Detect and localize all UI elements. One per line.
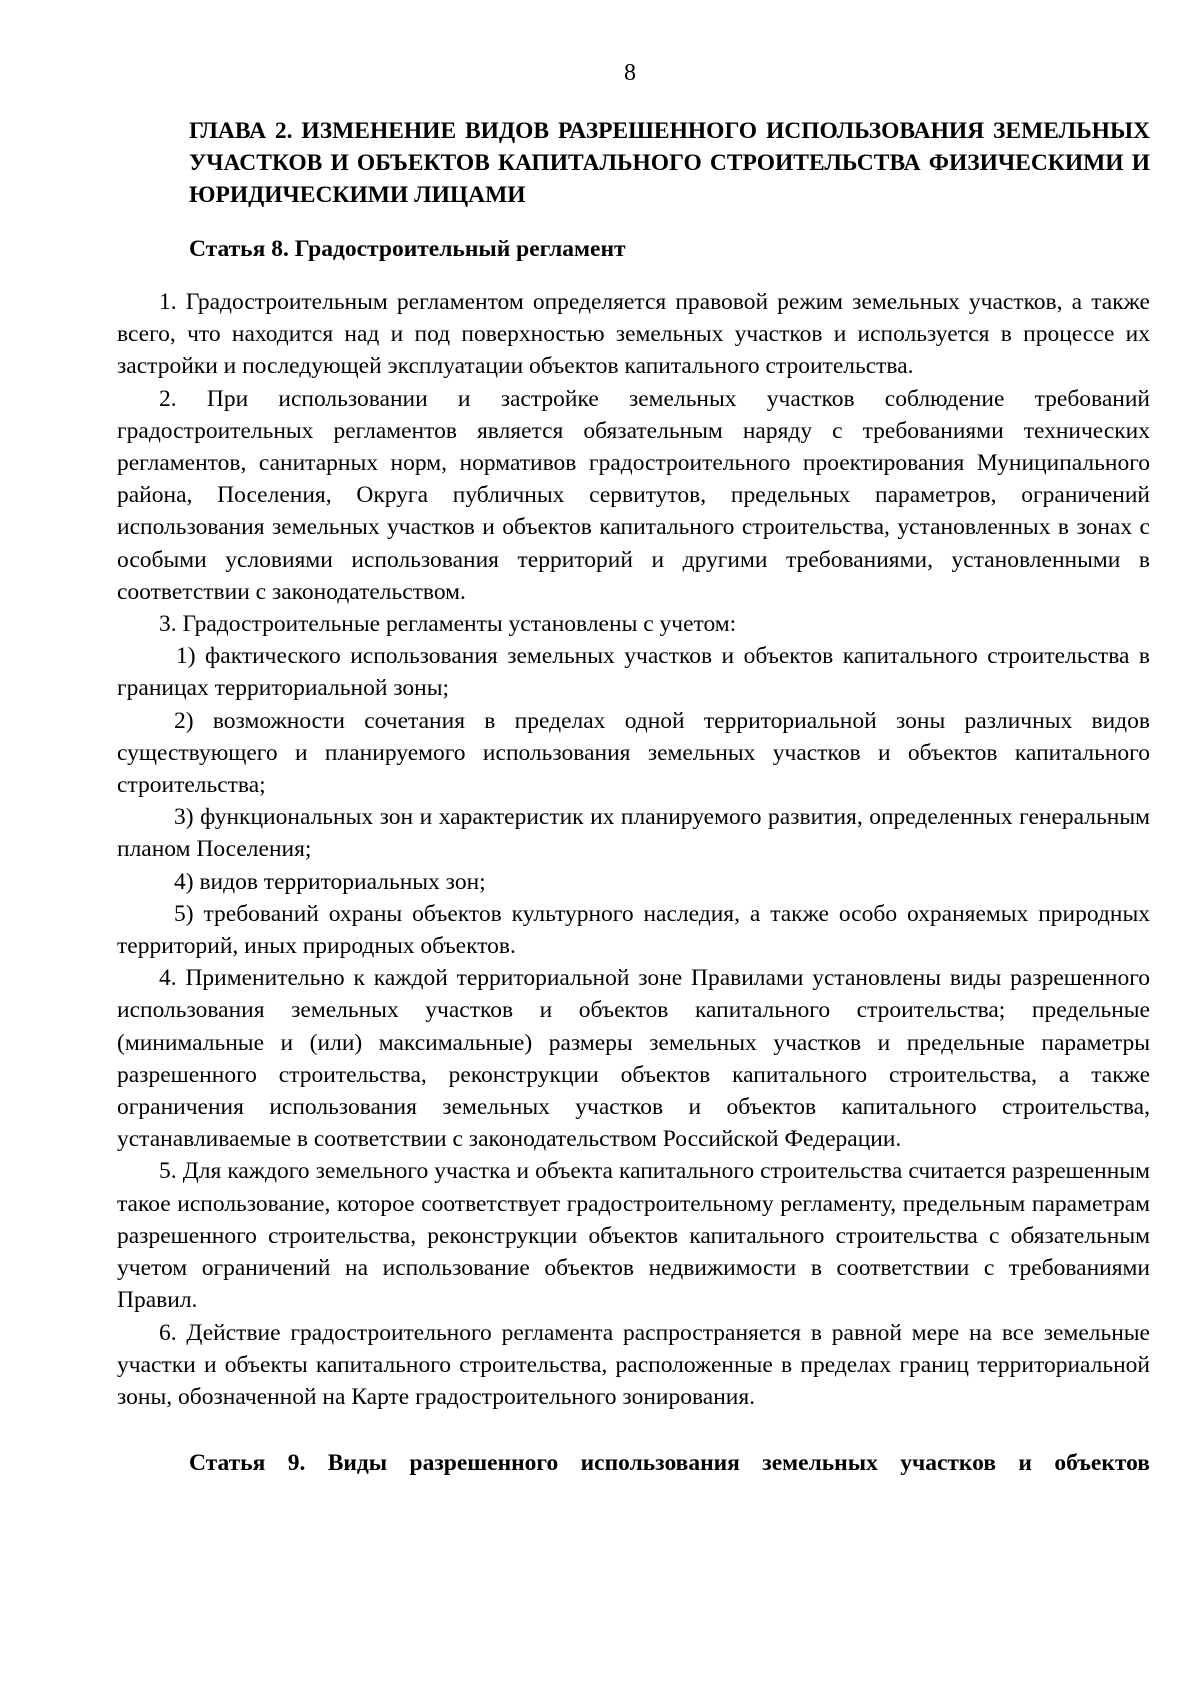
article-8-subitem-5: 5) требований охраны объектов культурного наследия, а также особо охраняемых природных территорий, иных природных объектов. [117,900,1150,960]
article-8-item-1: 1. Градостроительным регламентом определяется правовой режим земельных участков, а также всего, что находится над и под поверхностью земельных участков и используется в процессе их застройки и последующей эксплуатации объектов капитального строительства. [117,289,1150,380]
article-9-title: Статья 9. Виды разрешенного использования земельных участков и объектов [189,1450,1150,1477]
article-8-subitem-3: 3) функциональных зон и характеристик их планируемого развития, определенных генеральным планом Поселения; [117,804,1150,863]
article-8-item-2: 2. При использовании и застройке земельных участков соблюдение требований градостроительных регламентов является обязательным наряду с требованиями технических регламентов, санитарных норм, нормативов градостроительного проектирования Муниципального района, Поселения, Округа публичных сервитутов, предельных параметров, ограничений использования земельных участков и объектов капитального строительства, установленных в зонах с особыми условиями использования территорий и другими требованиями, установленными в соответствии с законодательством. [117,385,1150,605]
article-8-item-4: 4. Применительно к каждой территориальной зоне Правилами установлены виды разрешенного использования земельных участков и объектов капитального строительства; предельные (минимальные и (или) максимальные) размеры земельных участков и предельные параметры разрешенного строительства, реконструкции объектов капитального строительства, а также ограничения использования земельных участков и объектов капитального строительства, устанавливаемые в соответствии с законодательством Российской Федерации. [117,965,1150,1153]
document-body [117,115,1150,1479]
article-8-item-5: 5. Для каждого земельного участка и объекта капитального строительства считается разрешенным такое использование, которое соответствует градостроительному регламенту, предельным параметрам разрешенного строительства, реконструкции объектов капитального строительства с обязательным учетом ограничений на использование объектов недвижимости в соответствии с требованиями Правил. [117,1158,1150,1314]
article-8-subitem-1: 1) фактического использования земельных участков и объектов капитального строительства в границах территориальной зоны; [117,643,1150,702]
article-8-item-3: 3. Градостроительные регламенты установлены с учетом: [159,611,737,638]
chapter-title: ГЛАВА 2. ИЗМЕНЕНИЕ ВИДОВ РАЗРЕШЕННОГО ИСПОЛЬЗОВАНИЯ ЗЕМЕЛЬНЫХ УЧАСТКОВ И ОБЪЕКТОВ КАПИТАЛЬНОГО СТРОИТЕЛЬСТВА ФИЗИЧЕСКИМИ И ЮРИДИЧЕСКИМИ ЛИЦАМИ [189,118,1150,208]
article-8-subitem-4: 4) видов территориальных зон; [174,868,486,895]
page-number: 8 [624,60,636,86]
article-8-title: Статья 8. Градостроительный регламент [189,236,626,262]
article-8-subitem-2: 2) возможности сочетания в пределах одной территориальной зоны различных видов существующего и планируемого использования земельных участков и объектов капитального строительства; [117,707,1150,799]
article-8-item-6: 6. Действие градостроительного регламента распространяется в равной мере на все земельные участки и объекты капитального строительства, расположенные в пределах границ территориальной зоны, обозначенной на Карте градостроительного зонирования. [117,1319,1150,1410]
